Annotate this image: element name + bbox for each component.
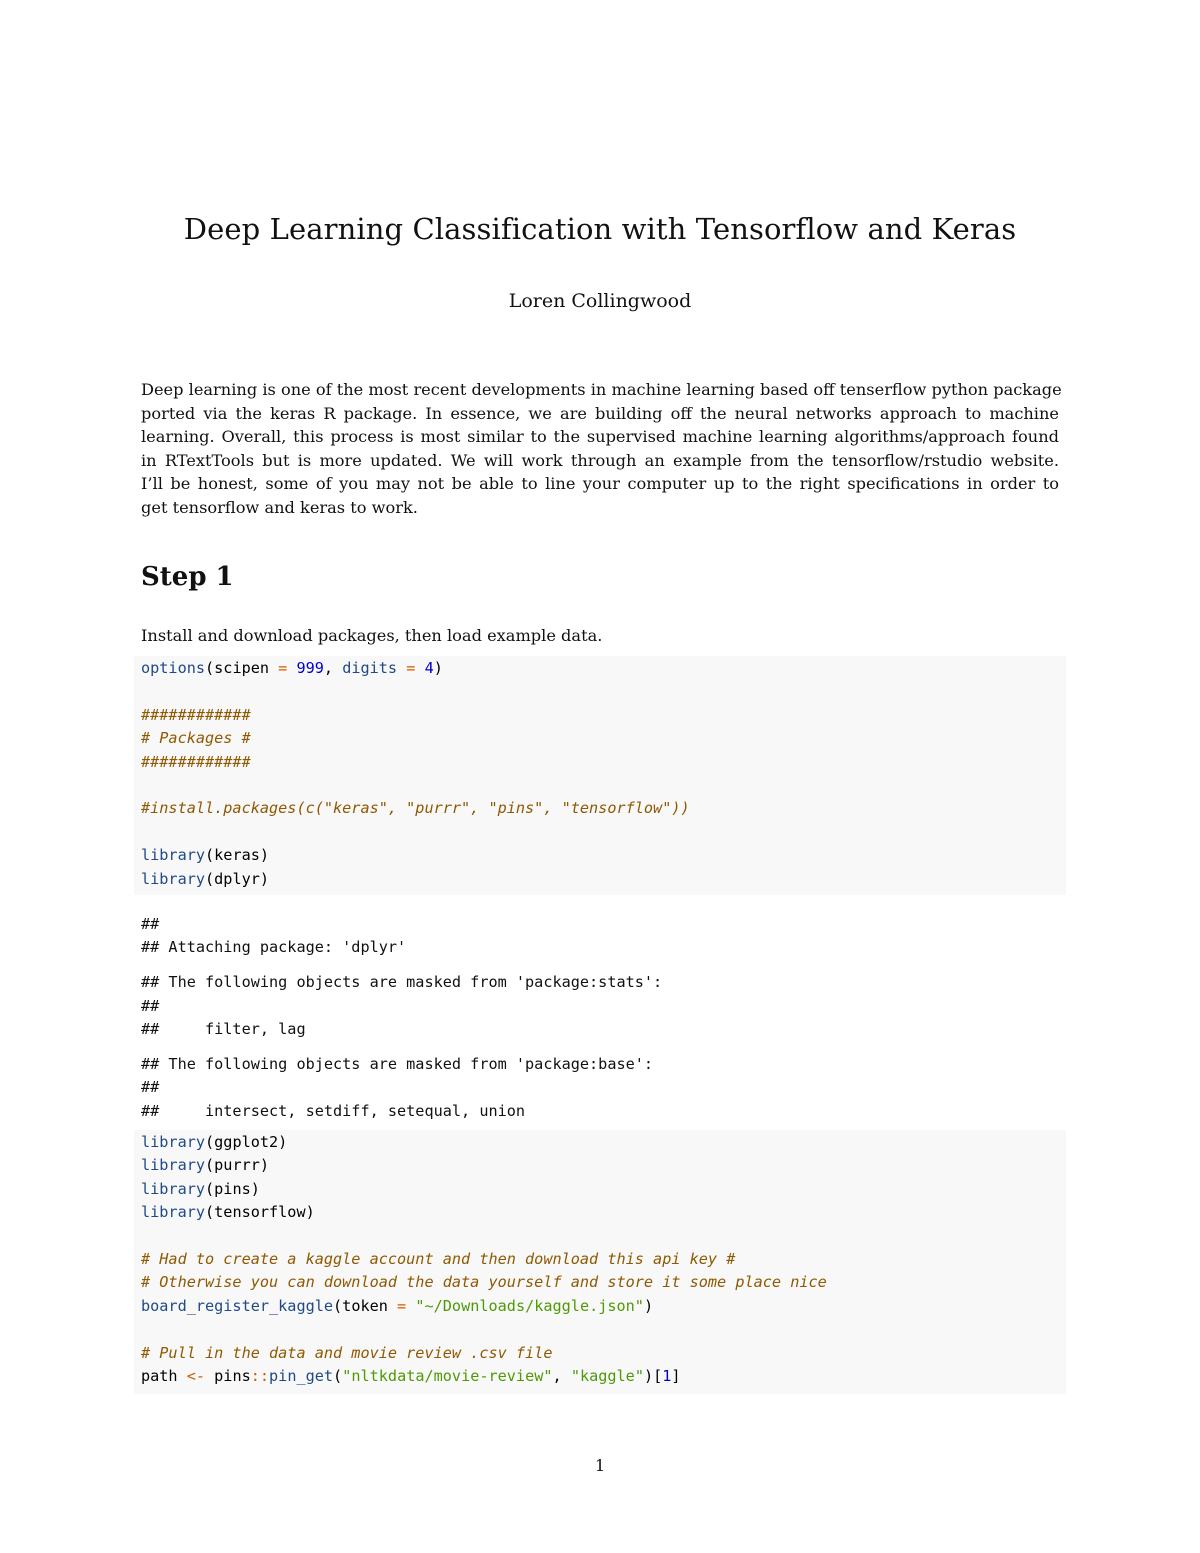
- code-line: [141, 774, 1066, 797]
- console-output: [141, 913, 1059, 1123]
- code-token: (pins): [205, 1179, 260, 1198]
- code-token: ############: [141, 705, 251, 724]
- code-token: path: [141, 1366, 187, 1385]
- code-token: (keras): [205, 846, 270, 865]
- code-token: library: [141, 1179, 206, 1198]
- code-line: [141, 868, 1066, 891]
- code-token: 4: [424, 659, 434, 677]
- code-token: ,: [552, 1366, 571, 1385]
- code-token: # Otherwise you can download the data yourself and store it some place nice: [141, 1273, 827, 1292]
- code-line: [141, 657, 1066, 680]
- output-line: ## The following objects are masked from 'package:base':: [141, 1054, 654, 1073]
- code-token: "kaggle": [570, 1366, 644, 1385]
- output-line: ##: [141, 915, 160, 933]
- code-token: # Had to create a kaggle account and then download this api key #: [141, 1249, 736, 1268]
- code-token: =: [397, 1296, 407, 1315]
- code-token: digits: [342, 659, 398, 677]
- code-token: ############: [141, 752, 251, 771]
- code-token: (purrr): [205, 1156, 270, 1175]
- code-token: (token: [333, 1296, 398, 1315]
- intro-line: ported via the keras R package. In essence, we are building off the neural networks approach to machine: [141, 403, 1059, 423]
- code-line: [141, 1178, 1066, 1201]
- document-author: Loren Collingwood: [508, 290, 692, 312]
- output-line: ## filter, lag: [141, 1020, 306, 1039]
- code-line: [141, 1318, 1066, 1341]
- code-line: [141, 1225, 1066, 1248]
- code-token: [415, 659, 424, 677]
- page-number: 1: [594, 1456, 606, 1475]
- intro-line: learning. Overall, this process is most similar to the supervised machine learning algorithms/approach found: [141, 427, 1059, 447]
- code-token: (ggplot2): [205, 1133, 288, 1151]
- output-group: [141, 913, 1059, 960]
- code-line: [141, 797, 1066, 820]
- code-token: 1: [662, 1366, 672, 1385]
- code-token: library: [141, 1203, 206, 1222]
- code-line: [141, 751, 1066, 774]
- code-line: [141, 844, 1066, 867]
- output-line: ##: [141, 1078, 160, 1097]
- code-token: (scipen: [205, 659, 279, 677]
- intro-line: get tensorflow and keras to work.: [141, 497, 418, 517]
- code-line: [141, 1271, 1066, 1294]
- code-token: options: [141, 659, 206, 677]
- code-token: pins: [205, 1366, 251, 1385]
- code-line: [141, 727, 1066, 750]
- code-line: [141, 1201, 1066, 1224]
- section-heading-step-1: Step 1: [141, 562, 234, 592]
- code-token: # Packages #: [141, 729, 251, 748]
- code-token: board_register_kaggle: [141, 1296, 334, 1315]
- intro-paragraph: [141, 378, 1062, 520]
- code-token: )[: [643, 1366, 663, 1385]
- code-line: [141, 1342, 1066, 1365]
- code-token: pin_get: [269, 1366, 334, 1385]
- code-token: (: [333, 1366, 343, 1385]
- code-token: library: [141, 1156, 206, 1175]
- code-line: [141, 704, 1066, 727]
- code-line: [141, 680, 1066, 703]
- code-token: (dplyr): [205, 869, 270, 888]
- code-token: #install.packages(c("keras", "purrr", "pins", "tensorflow")): [141, 799, 690, 818]
- code-token: # Pull in the data and movie review .csv file: [141, 1343, 553, 1362]
- code-line: [141, 1154, 1066, 1177]
- code-block-data-load: [134, 1130, 1066, 1394]
- code-line: [141, 1248, 1066, 1271]
- code-line: [141, 1295, 1066, 1318]
- code-block-packages: [134, 656, 1066, 895]
- output-group: [141, 1053, 1059, 1123]
- code-line: [141, 1131, 1066, 1154]
- code-token: =: [406, 659, 416, 677]
- output-group: [141, 971, 1059, 1041]
- code-token: =: [278, 659, 288, 677]
- code-token: ): [643, 1296, 654, 1315]
- code-line: [141, 821, 1066, 844]
- code-token: [406, 1297, 415, 1315]
- code-token: ::: [250, 1366, 270, 1385]
- intro-line: I’ll be honest, some of you may not be able to line your computer up to the right specifications in order to: [141, 474, 1059, 494]
- code-token: 999: [296, 659, 324, 677]
- code-token: library: [141, 869, 206, 888]
- code-token: ]: [671, 1366, 681, 1385]
- output-line: ##: [141, 996, 160, 1015]
- output-line: ## The following objects are masked from 'package:stats':: [141, 973, 663, 992]
- code-token: "nltkdata/movie-review": [342, 1366, 553, 1385]
- code-token: library: [141, 846, 206, 865]
- code-token: ): [433, 659, 443, 677]
- code-token: "~/Downloads/kaggle.json": [415, 1296, 644, 1315]
- intro-line: Deep learning is one of the most recent developments in machine learning based off tenserflow python package: [141, 380, 1062, 399]
- code-token: library: [141, 1133, 206, 1151]
- step-description: Install and download packages, then load example data.: [141, 626, 603, 645]
- code-line: [141, 1365, 1066, 1388]
- output-line: ## intersect, setdiff, setequal, union: [141, 1101, 526, 1120]
- intro-line: in RTextTools but is more updated. We will work through an example from the tensorflow/rstudio website.: [141, 450, 1059, 470]
- code-token: [397, 659, 406, 677]
- document-title: Deep Learning Classification with Tensorflow and Keras: [183, 212, 1017, 246]
- code-token: (tensorflow): [205, 1203, 315, 1222]
- code-token: ,: [323, 659, 343, 677]
- output-line: ## Attaching package: 'dplyr': [141, 938, 407, 957]
- code-token: <-: [186, 1366, 206, 1385]
